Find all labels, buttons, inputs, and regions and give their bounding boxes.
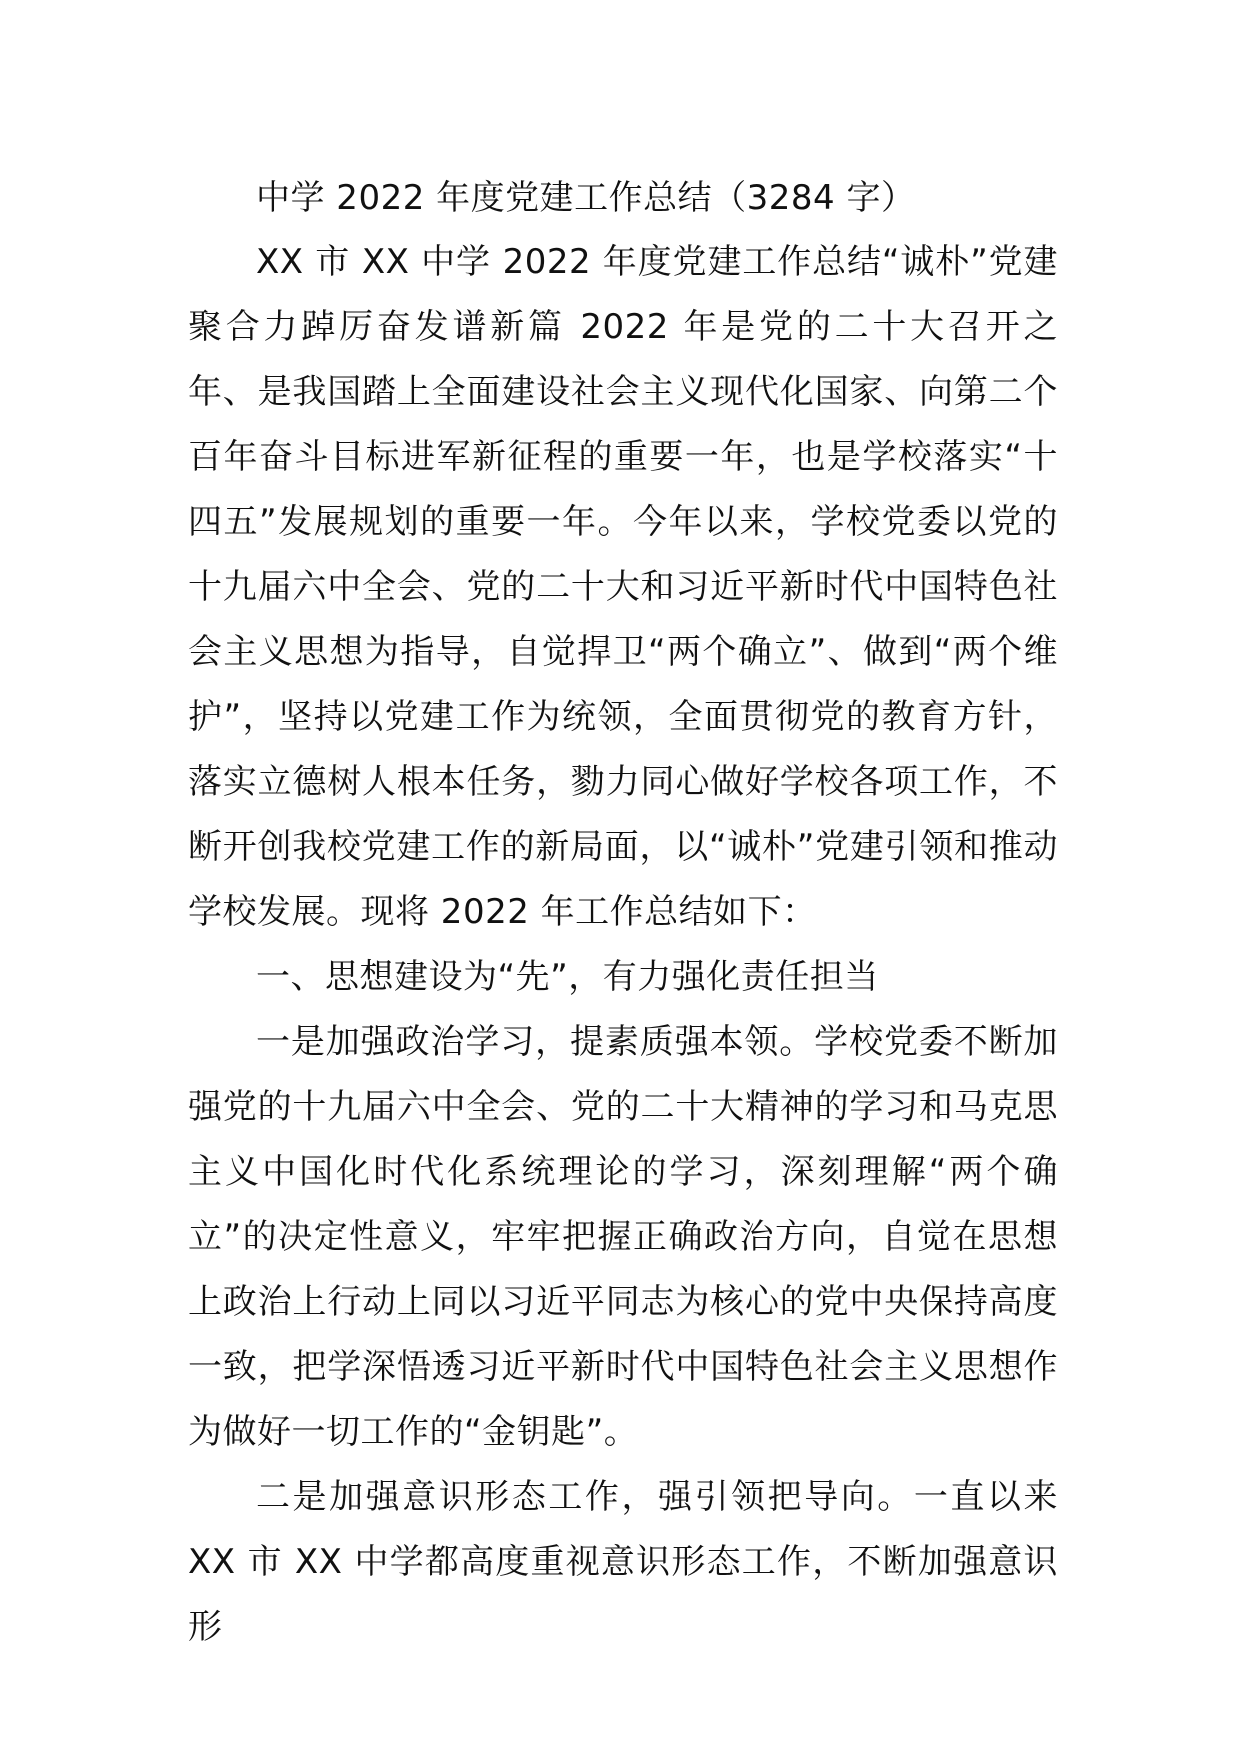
body-paragraph: 二是加强意识形态工作，强引领把导向。一直以来 XX 市 XX 中学都高度重视意识形态工作，不断加强意识形 [188,1477,1058,1647]
document-title: 中学 2022 年度党建工作总结（3284 字） [256,178,916,218]
body-paragraph: 一是加强政治学习，提素质强本领。学校党委不断加强党的十九届六中全会、党的二十大精神的学习和马克思主义中国化时代化系统理论的学习，深刻理解“两个确立”的决定性意义，牢牢把握正确政治方向，自觉在思想上政治上行动上同以习近平同志为核心的党中央保持高度一致，把学深悟透习近平新时代中国特色社会主义思想作为做好一切工作的“金钥匙”。 [188,1022,1058,1452]
intro-paragraph: XX 市 XX 中学 2022 年度党建工作总结“诚朴”党建聚合力踔厉奋发谱新篇 2022 年是党的二十大召开之年、是我国踏上全面建设社会主义现代化国家、向第二个百年奋斗目标进军新征程的重要一年，也是学校落实“十四五”发展规划的重要一年。今年以来，学校党委以党的十九届六中全会、党的二十大和习近平新时代中国特色社会主义思想为指导，自觉捍卫“两个确立”、做到“两个维护”，坚持以党建工作为统领，全面贯彻党的教育方针，落实立德树人根本任务，勠力同心做好学校各项工作，不断开创我校党建工作的新局面，以“诚朴”党建引领和推动学校发展。现将 2022 年工作总结如下： [188,242,1058,932]
document-body [188,166,1058,1660]
section-heading: 一、思想建设为“先”，有力强化责任担当 [256,957,879,997]
